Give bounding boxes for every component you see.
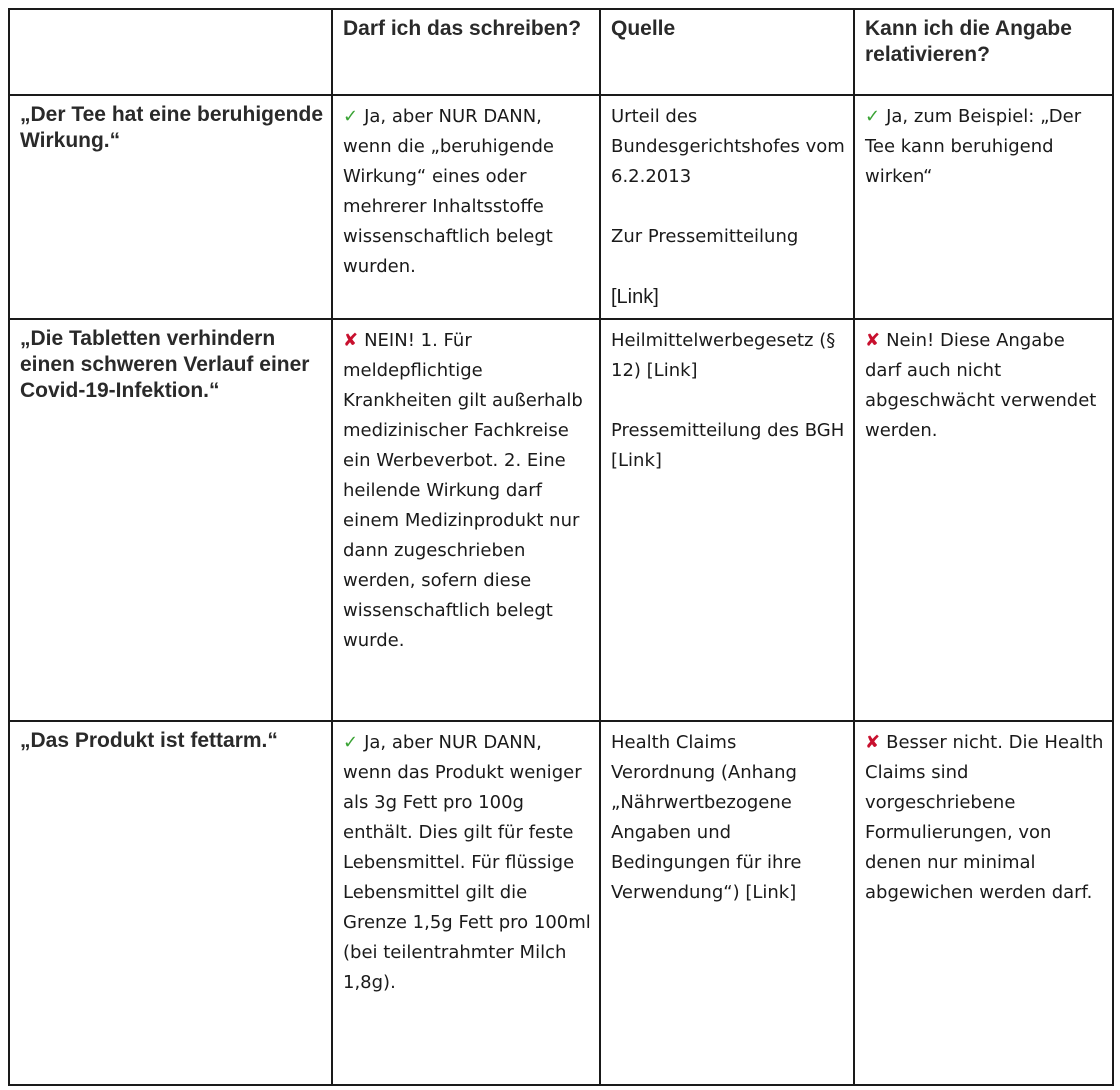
table-row <box>9 721 1113 1085</box>
source-cell <box>600 319 854 721</box>
claim-cell: „Die Tabletten verhindern einen schweren Verlauf einer Covid-19-Infektion.“ <box>9 319 332 721</box>
table-row <box>9 319 1113 721</box>
cross-icon: ✘ <box>343 330 359 351</box>
header-relativize: Kann ich die Angabe relativieren? <box>854 9 1113 95</box>
relativize-cell <box>854 721 1113 1085</box>
source-cell <box>600 721 854 1085</box>
allowed-cell <box>332 319 600 721</box>
check-icon: ✓ <box>343 106 359 127</box>
table-row <box>9 95 1113 319</box>
allowed-cell <box>332 95 600 319</box>
header-source: Quelle <box>600 9 854 95</box>
relativize-text: Besser nicht. Die Health Claims sind vorgeschriebene Formulierungen, von denen nur minimal abgewichen werden darf. <box>865 732 1104 903</box>
source-link[interactable]: [Link] <box>611 286 659 308</box>
allowed-text: NEIN! 1. Für meldepflichtige Krankheiten gilt außerhalb medizinischer Fachkreise ein Werbeverbot. 2. Eine heilende Wirkung darf einem Medizinprodukt nur dann zugeschrieben werden, sofern diese wissenschaftlich belegt wurde. <box>343 330 583 651</box>
cross-icon: ✘ <box>865 330 881 351</box>
claims-table <box>8 8 1114 1086</box>
check-icon: ✓ <box>343 732 359 753</box>
source-link[interactable]: Pressemitteilung des BGH [Link] <box>611 420 845 471</box>
relativize-text: Ja, zum Beispiel: „Der Tee kann beruhigend wirken“ <box>865 106 1082 187</box>
header-allowed: Darf ich das schreiben? <box>332 9 600 95</box>
relativize-cell <box>854 95 1113 319</box>
relativize-text: Nein! Diese Angabe darf auch nicht abgeschwächt verwendet werden. <box>865 330 1097 441</box>
claim-cell: „Das Produkt ist fettarm.“ <box>9 721 332 1085</box>
source-text: Urteil des Bundesgerichtshofes vom 6.2.2013 <box>611 106 845 187</box>
allowed-text: Ja, aber NUR DANN, wenn die „beruhigende Wirkung“ eines oder mehrerer Inhaltsstoffe wissenschaftlich belegt wurden. <box>343 106 555 277</box>
header-empty <box>9 9 332 95</box>
claim-cell: „Der Tee hat eine beruhigende Wirkung.“ <box>9 95 332 319</box>
cross-icon: ✘ <box>865 732 881 753</box>
source-link[interactable]: Health Claims Verordnung (Anhang „Nährwertbezogene Angaben und Bedingungen für ihre Verwendung“) [Link] <box>611 732 802 903</box>
allowed-cell <box>332 721 600 1085</box>
check-icon: ✓ <box>865 106 881 127</box>
relativize-cell <box>854 319 1113 721</box>
source-cell <box>600 95 854 319</box>
source-link[interactable]: Heilmittelwerbegesetz (§ 12) [Link] <box>611 330 836 381</box>
press-release-link[interactable]: Zur Pressemitteilung <box>611 226 799 247</box>
table-header-row <box>9 9 1113 95</box>
allowed-text: Ja, aber NUR DANN, wenn das Produkt weniger als 3g Fett pro 100g enthält. Dies gilt für feste Lebensmittel. Für flüssige Lebensmittel gilt die Grenze 1,5g Fett pro 100ml (bei teilentrahmter Milch 1,8g). <box>343 732 591 993</box>
